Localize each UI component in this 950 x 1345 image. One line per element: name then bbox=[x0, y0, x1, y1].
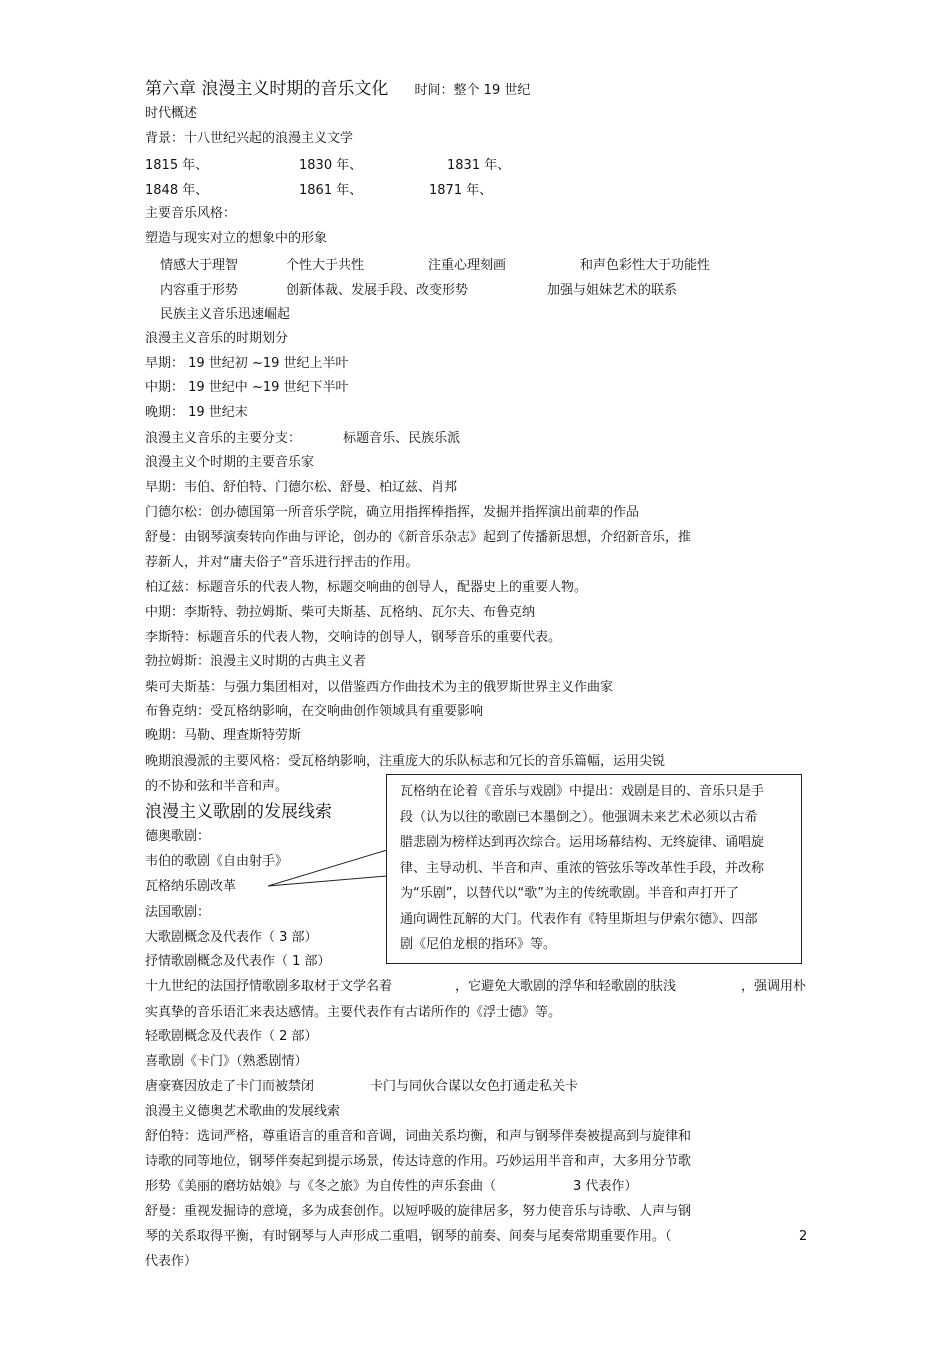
schubert-line-1: 舒伯特：选词严格，尊重语言的重音和音调，词曲关系均衡，和声与钢琴伴奏被提高到与旋律和 bbox=[145, 1129, 692, 1144]
lyric-desc-part: 十九世纪的法国抒情歌剧多取材于文学名着 bbox=[145, 979, 393, 994]
chapter-heading bbox=[145, 79, 530, 99]
callout-line: 剧《尼伯龙根的指环》等。 bbox=[400, 937, 557, 952]
composers-title: 浪漫主义个时期的主要音乐家 bbox=[145, 455, 315, 470]
lyric-desc-part: ，强调用朴 bbox=[741, 979, 807, 994]
liszt-line: 李斯特：标题音乐的代表人物，交响诗的创导人，钢琴音乐的重要代表。 bbox=[145, 630, 562, 645]
trait-item: 加强与姐妹艺术的联系 bbox=[547, 283, 678, 298]
middle-composers: 中期：李斯特、勃拉姆斯、柴可夫斯基、瓦格纳、瓦尔夫、布鲁克纳 bbox=[145, 605, 536, 620]
carmen-plot-part: 卡门与同伙合谋以女色打通走私关卡 bbox=[370, 1079, 579, 1094]
year-item: 1848 年、 bbox=[145, 183, 209, 198]
schumann-lied-line-2-part: 琴的关系取得平衡，有时钢琴与人声形成二重唱，钢琴的前奏、间奏与尾奏常期重要作用。（ bbox=[145, 1229, 672, 1244]
section-overview: 时代概述 bbox=[145, 106, 198, 121]
periods-title: 浪漫主义音乐的时期划分 bbox=[145, 331, 289, 346]
schubert-line-3-part: 3 代表作） bbox=[573, 1179, 638, 1194]
berlioz-line: 柏辽兹：标题音乐的代表人物，标题交响曲的创导人，配器史上的重要人物。 bbox=[145, 580, 588, 595]
weber-opera-line: 韦伯的歌剧《自由射手》 bbox=[145, 854, 289, 869]
year-item: 1861 年、 bbox=[299, 183, 363, 198]
period-early: 早期： 19 世纪初 ~19 世纪上半叶 bbox=[145, 356, 349, 371]
callout-line: 段（认为以往的歌剧已本墨倒之）。他强调未来艺术必须以古希 bbox=[400, 809, 758, 825]
callout-line: 律、主导动机、半音和声、重浓的管弦乐等改革性手段，并改称 bbox=[400, 860, 765, 876]
bruckner-line: 布鲁克纳：受瓦格纳影响，在交响曲创作领域具有重要影响 bbox=[145, 704, 484, 719]
period-middle: 中期： 19 世纪中 ~19 世纪下半叶 bbox=[145, 380, 349, 395]
trait-item: 和声色彩性大于功能性 bbox=[580, 258, 711, 273]
late-style-line-1: 晚期浪漫派的主要风格：受瓦格纳影响，注重庞大的乐队标志和冗长的音乐篇幅，运用尖锐 bbox=[145, 754, 666, 769]
tchaikovsky-line: 柴可夫斯基：与强力集团相对，以借鉴西方作曲技术为主的俄罗斯世界主义作曲家 bbox=[145, 680, 614, 695]
background-line: 背景：十八世纪兴起的浪漫主义文学 bbox=[145, 131, 354, 146]
branches-label: 浪漫主义音乐的主要分支： bbox=[145, 431, 302, 446]
trait-item: 内容重于形势 bbox=[160, 283, 239, 298]
schumann-lied-line-1: 舒曼：重视发掘诗的意境，多为成套创作。以短呼吸的旋律居多，努力使音乐与诗歌、人声与钢 bbox=[145, 1204, 692, 1219]
branches-line bbox=[145, 430, 460, 447]
callout-line: 瓦格纳在论着《音乐与戏剧》中提出：戏剧是目的、音乐只是手 bbox=[400, 784, 765, 799]
lied-section-title: 浪漫主义德奥艺术歌曲的发展线索 bbox=[145, 1104, 341, 1119]
light-opera-line: 轻歌剧概念及代表作（ 2 部） bbox=[145, 1029, 318, 1044]
lyric-opera-line: 抒情歌剧概念及代表作（ 1 部） bbox=[145, 954, 331, 969]
wagner-reform-line: 瓦格纳乐剧改革 bbox=[145, 879, 237, 894]
imagery-line: 塑造与现实对立的想象中的形象 bbox=[145, 231, 328, 246]
carmen-plot-part: 唐豪赛因放走了卡门而被禁闭 bbox=[145, 1079, 315, 1094]
schumann-lied-line-3: 代表作） bbox=[145, 1254, 198, 1269]
mendelssohn-line: 门德尔松：创办德国第一所音乐学院，确立用指挥棒指挥，发掘并指挥演出前辈的作品 bbox=[145, 505, 640, 520]
year-item: 1831 年、 bbox=[447, 158, 511, 173]
branches-value: 标题音乐、民族乐派 bbox=[343, 431, 461, 446]
callout-pointer bbox=[268, 850, 390, 890]
lyric-desc-part: ，它避免大歌剧的浮华和轻歌剧的肤浅 bbox=[455, 979, 677, 994]
german-opera-label: 德奥歌剧： bbox=[145, 829, 211, 844]
year-item: 1830 年、 bbox=[299, 158, 363, 173]
main-style-label: 主要音乐风格： bbox=[145, 206, 237, 221]
chapter-time-note: 时间：整个 19 世纪 bbox=[414, 83, 531, 98]
year-item: 1871 年、 bbox=[429, 183, 493, 198]
opera-section-title: 浪漫主义歌剧的发展线索 bbox=[145, 802, 332, 822]
grand-opera-line: 大歌剧概念及代表作（ 3 部） bbox=[145, 930, 318, 945]
schumann-lied-line-2-part: 2 bbox=[799, 1229, 808, 1244]
trait-item: 注重心理刻画 bbox=[428, 258, 507, 273]
trait-item: 个性大于共性 bbox=[286, 258, 365, 273]
late-composers: 晚期：马勒、理查斯特劳斯 bbox=[145, 728, 302, 743]
brahms-line: 勃拉姆斯：浪漫主义时期的古典主义者 bbox=[145, 654, 367, 669]
trait-item: 创新体裁、发展手段、改变形势 bbox=[286, 283, 469, 298]
schubert-line-2: 诗歌的同等地位，钢琴伴奏起到提示场景，传达诗意的作用。巧妙运用半音和声，大多用分节歌 bbox=[145, 1154, 692, 1169]
callout-line: 通向调性瓦解的大门。代表作有《特里斯坦与伊索尔德》、四部 bbox=[400, 911, 758, 927]
period-late: 晚期： 19 世纪末 bbox=[145, 405, 248, 420]
lyric-desc-line-2: 实真挚的音乐语汇来表达感情。主要代表作有古诺所作的《浮士德》等。 bbox=[145, 1005, 562, 1020]
chapter-title: 第六章 浪漫主义时期的音乐文化 bbox=[145, 79, 389, 99]
wagner-callout-box bbox=[386, 774, 802, 964]
early-composers: 早期：韦伯、舒伯特、门德尔松、舒曼、柏辽兹、肖邦 bbox=[145, 480, 458, 495]
trait-item: 民族主义音乐迅速崛起 bbox=[160, 307, 291, 322]
schumann-line-1: 舒曼：由钢琴演奏转向作曲与评论，创办的《新音乐杂志》起到了传播新思想，介绍新音乐，推 bbox=[145, 530, 692, 545]
callout-line: 为“乐剧”，以替代以“歌”为主的传统歌剧。半音和声打开了 bbox=[400, 886, 739, 901]
late-style-line-2: 的不协和弦和半音和声。 bbox=[145, 779, 289, 794]
schubert-line-3-part: 形势《美丽的磨坊姑娘》与《冬之旅》为自传性的声乐套曲（ bbox=[145, 1179, 497, 1194]
schumann-line-2: 荐新人，并对“庸夫俗子“音乐进行抨击的作用。 bbox=[145, 555, 419, 570]
comic-opera-line: 喜歌剧《卡门》（熟悉剧情） bbox=[145, 1054, 308, 1069]
french-opera-label: 法国歌剧： bbox=[145, 905, 211, 920]
year-item: 1815 年、 bbox=[145, 158, 209, 173]
callout-line: 腊悲剧为榜样达到再次综合。运用场幕结构、无终旋律、诵唱旋 bbox=[400, 835, 765, 850]
trait-item: 情感大于理智 bbox=[160, 258, 239, 273]
